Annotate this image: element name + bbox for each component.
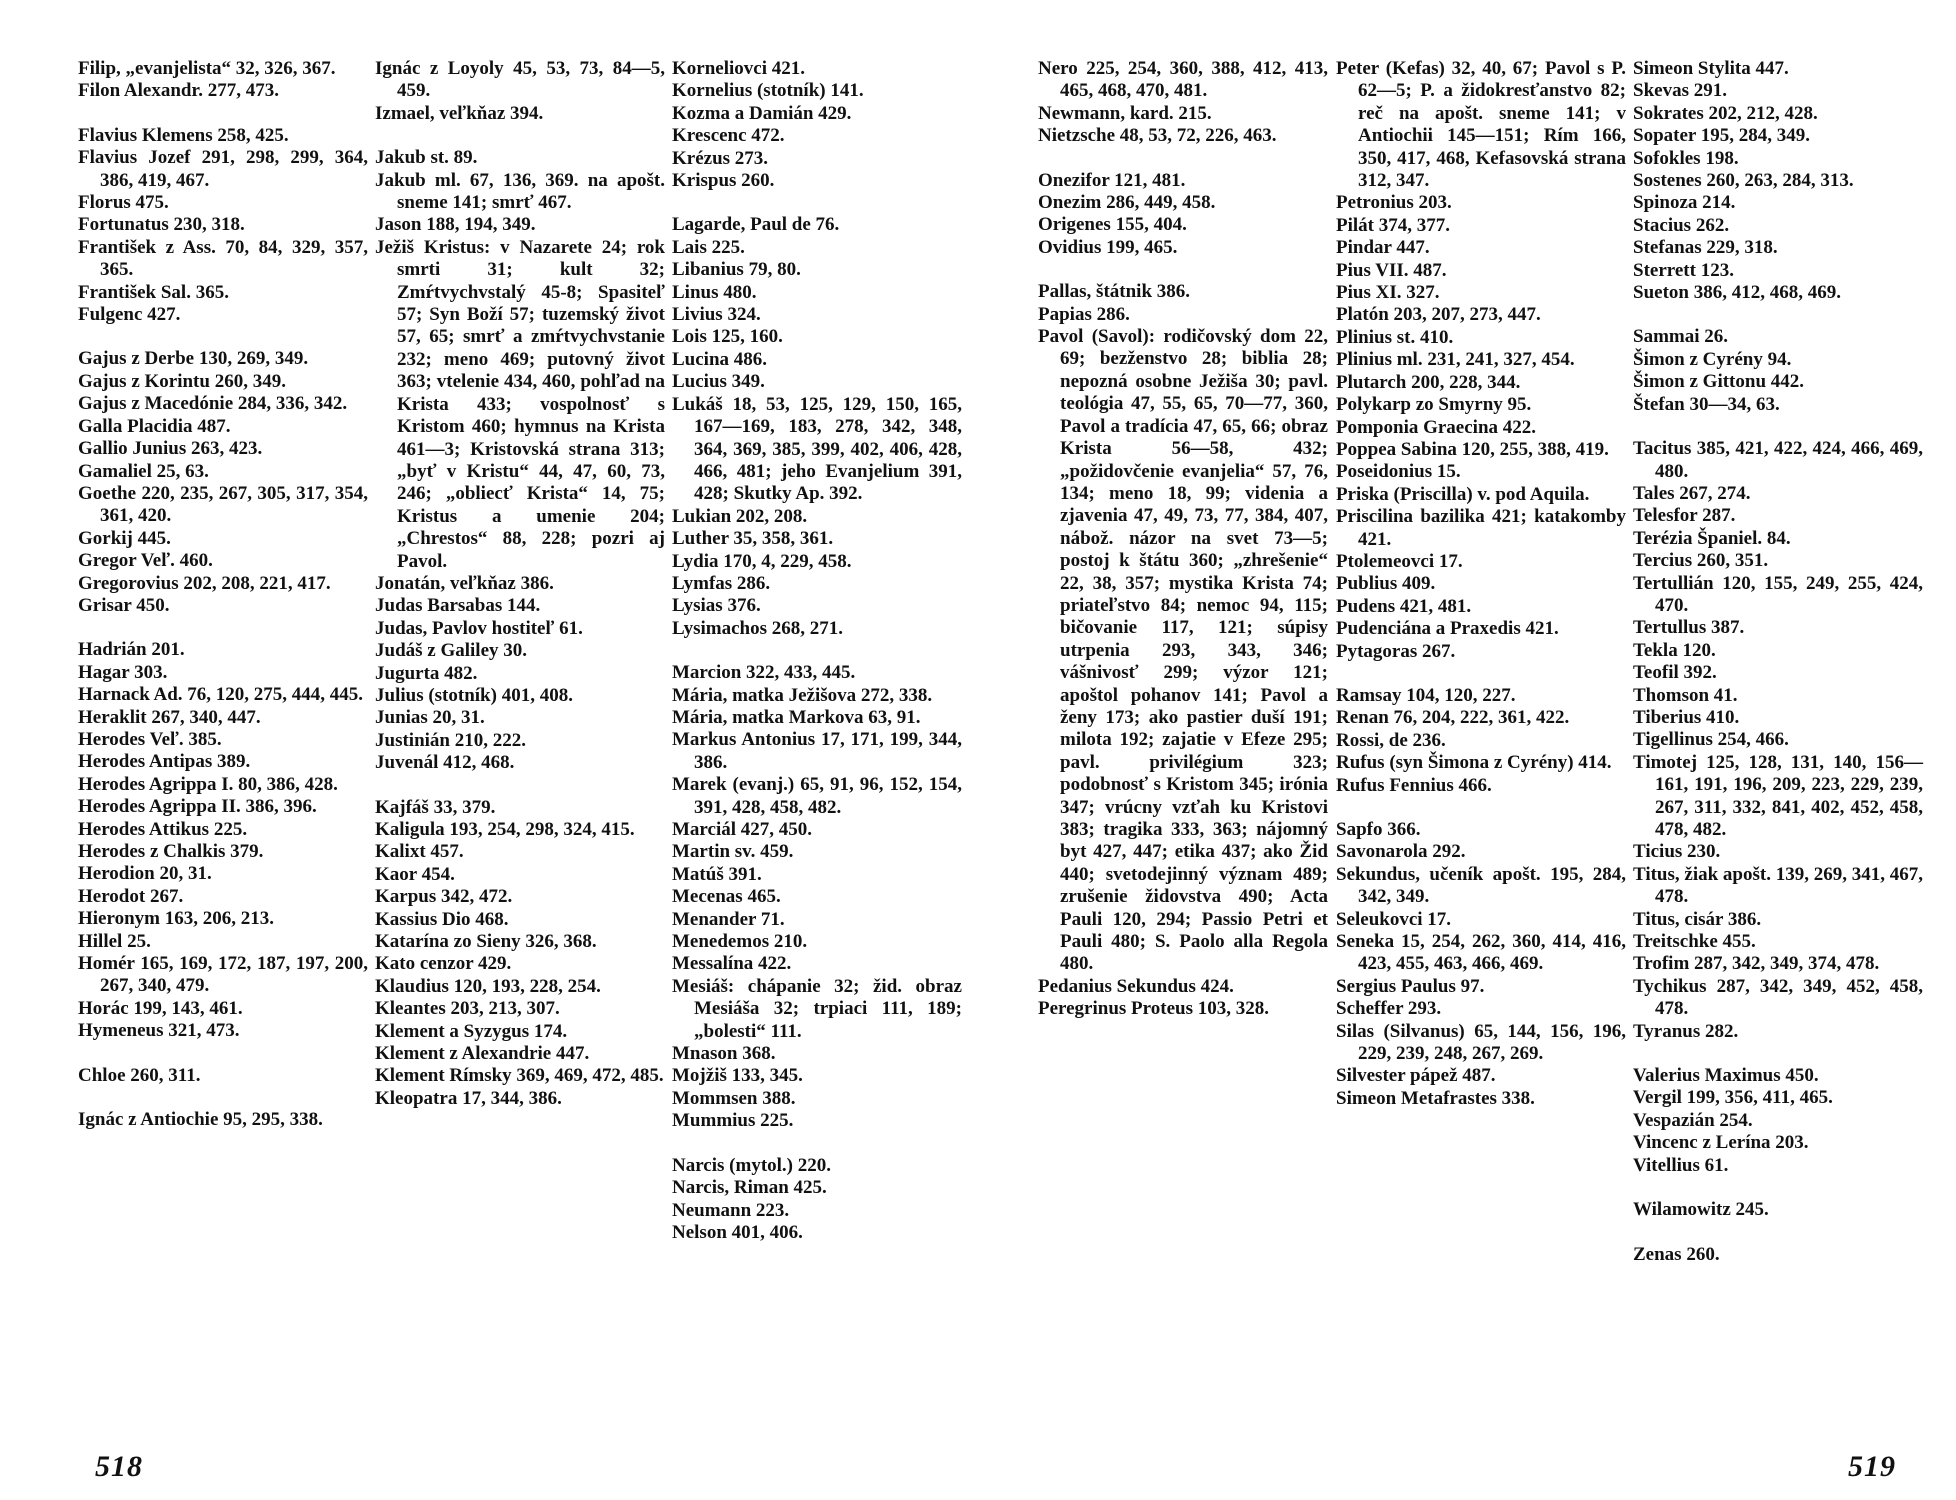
index-entry: Onezifor 121, 481. bbox=[1038, 169, 1186, 191]
index-entry: Narcis, Riman 425. bbox=[672, 1177, 827, 1199]
letter-group-gap bbox=[78, 1087, 368, 1109]
index-entry: Ticius 230. bbox=[1633, 841, 1721, 863]
letter-group-gap bbox=[375, 125, 665, 147]
index-entry: Timotej 125, 128, 131, 140, 156—161, 191, 196, 209, 223, 229, 239, 267, 311, 332, 841, 402, 452, 458, 478, 482. bbox=[1633, 751, 1923, 840]
index-entry: Gorkij 445. bbox=[78, 527, 171, 549]
index-entry: Florus 475. bbox=[78, 192, 169, 214]
index-entry: Klement z Alexandrie 447. bbox=[375, 1043, 590, 1065]
index-entry: Zenas 260. bbox=[1633, 1243, 1720, 1265]
index-entry: Pomponia Graecina 422. bbox=[1336, 416, 1537, 438]
letter-group-gap bbox=[1633, 1043, 1923, 1065]
index-entry: Treitschke 455. bbox=[1633, 931, 1756, 953]
index-entry: Nelson 401, 406. bbox=[672, 1221, 803, 1243]
index-entry: Thomson 41. bbox=[1633, 684, 1738, 706]
index-entry: Gregor Veľ. 460. bbox=[78, 550, 213, 572]
index-entry: Filon Alexandr. 277, 473. bbox=[78, 80, 279, 102]
index-entry: Kozma a Damián 429. bbox=[672, 102, 852, 124]
index-entry: Martin sv. 459. bbox=[672, 841, 794, 863]
index-entry: Peter (Kefas) 32, 40, 67; Pavol s P. 62—5; P. a židokresťanstvo 82; reč na apošt. sneme 141; v Antiochii 145—151; Rím 166, 350, 417, 468, Kefasovská strana 312, 347. bbox=[1336, 58, 1626, 192]
index-entry: Pius VII. 487. bbox=[1336, 259, 1447, 281]
index-entry: Homér 165, 169, 172, 187, 197, 200, 267, 340, 479. bbox=[78, 953, 368, 997]
index-entry: Lais 225. bbox=[672, 236, 745, 258]
index-entry: Mesiáš: chápanie 32; žid. obraz Mesiáša 32; trpiaci 111, 189; „bolesti“ 111. bbox=[672, 975, 962, 1042]
page-number-left: 518 bbox=[95, 1450, 143, 1483]
index-entry: Pudenciána a Praxedis 421. bbox=[1336, 618, 1559, 640]
letter-group-gap bbox=[1633, 1222, 1923, 1244]
index-entry: Nero 225, 254, 360, 388, 412, 413, 465, 468, 470, 481. bbox=[1038, 58, 1328, 102]
index-entry: Flavius Jozef 291, 298, 299, 364, 386, 419, 467. bbox=[78, 147, 368, 191]
index-entry: Jakub st. 89. bbox=[375, 147, 478, 169]
index-entry: Titus, cisár 386. bbox=[1633, 908, 1762, 930]
index-entry: Savonarola 292. bbox=[1336, 841, 1466, 863]
letter-group-gap bbox=[78, 103, 368, 125]
index-entry: Ramsay 104, 120, 227. bbox=[1336, 684, 1516, 706]
index-entry: Terézia Španiel. 84. bbox=[1633, 527, 1791, 549]
index-entry: Menedemos 210. bbox=[672, 931, 808, 953]
index-entry: Rufus Fennius 466. bbox=[1336, 774, 1492, 796]
index-entry: Mária, matka Markova 63, 91. bbox=[672, 706, 921, 728]
index-entry: Korneliovci 421. bbox=[672, 58, 805, 79]
letter-group-gap bbox=[672, 192, 962, 214]
index-entry: Sofokles 198. bbox=[1633, 147, 1739, 169]
index-entry: Sterrett 123. bbox=[1633, 259, 1734, 281]
index-entry: Judáš z Galiley 30. bbox=[375, 640, 528, 662]
index-entry: Narcis (mytol.) 220. bbox=[672, 1154, 832, 1176]
index-entry: Stefanas 229, 318. bbox=[1633, 237, 1778, 259]
index-entry: Plutarch 200, 228, 344. bbox=[1336, 371, 1521, 393]
index-entry: Kleantes 203, 213, 307. bbox=[375, 998, 560, 1020]
index-entry: Publius 409. bbox=[1336, 573, 1436, 595]
index-entry: Pius XI. 327. bbox=[1336, 282, 1440, 304]
index-entry: Jonatán, veľkňaz 386. bbox=[375, 572, 554, 594]
index-entry: Hillel 25. bbox=[78, 930, 151, 952]
index-entry: Lucius 349. bbox=[672, 371, 765, 393]
index-entry: Izmael, veľkňaz 394. bbox=[375, 102, 544, 124]
index-entry: Herodion 20, 31. bbox=[78, 863, 212, 885]
index-entry: Kornelius (stotník) 141. bbox=[672, 80, 864, 102]
index-entry: Pallas, štátnik 386. bbox=[1038, 281, 1191, 303]
index-entry: Herodot 267. bbox=[78, 885, 184, 907]
index-entry: Gamaliel 25, 63. bbox=[78, 460, 209, 482]
index-entry: Ovidius 199, 465. bbox=[1038, 236, 1178, 258]
index-entry: Lucina 486. bbox=[672, 348, 768, 370]
index-entry: Sueton 386, 412, 468, 469. bbox=[1633, 282, 1841, 304]
index-entry: Platón 203, 207, 273, 447. bbox=[1336, 304, 1541, 326]
index-entry: Neumann 223. bbox=[672, 1199, 790, 1221]
index-entry: Katarína zo Sieny 326, 368. bbox=[375, 931, 597, 953]
index-entry: Pudens 421, 481. bbox=[1336, 595, 1472, 617]
index-entry: Spinoza 214. bbox=[1633, 192, 1736, 214]
letter-group-gap bbox=[78, 617, 368, 639]
index-entry: Julius (stotník) 401, 408. bbox=[375, 684, 573, 706]
letter-group-gap bbox=[672, 640, 962, 662]
index-entry: Silvester pápež 487. bbox=[1336, 1065, 1496, 1087]
index-entry: Vitellius 61. bbox=[1633, 1154, 1729, 1176]
index-entry: Vincenc z Lerína 203. bbox=[1633, 1132, 1809, 1154]
index-entry: Kaligula 193, 254, 298, 324, 415. bbox=[375, 819, 635, 840]
letter-group-gap bbox=[1633, 1177, 1923, 1199]
index-entry: Pedanius Sekundus 424. bbox=[1038, 975, 1234, 997]
index-entry: Judas Barsabas 144. bbox=[375, 595, 541, 617]
index-entry: Krézus 273. bbox=[672, 147, 769, 169]
index-entry: Klaudius 120, 193, 228, 254. bbox=[375, 975, 601, 997]
index-entry: Ignác z Loyoly 45, 53, 73, 84—5, 459. bbox=[375, 58, 665, 102]
index-entry: Newmann, kard. 215. bbox=[1038, 102, 1212, 124]
index-entry: Gallio Junius 263, 423. bbox=[78, 438, 263, 460]
index-entry: Gajus z Korintu 260, 349. bbox=[78, 370, 286, 392]
index-entry: Mecenas 465. bbox=[672, 886, 781, 908]
index-entry: Kleopatra 17, 344, 386. bbox=[375, 1087, 562, 1109]
index-entry: Herodes Attikus 225. bbox=[78, 818, 248, 840]
index-entry: Pilát 374, 377. bbox=[1336, 214, 1450, 236]
index-column-6 bbox=[1633, 58, 1923, 1266]
index-entry: Kassius Dio 468. bbox=[375, 908, 509, 930]
index-entry: Šimon z Gittonu 442. bbox=[1633, 371, 1805, 393]
index-entry: Mommsen 388. bbox=[672, 1087, 796, 1109]
index-entry: Kajfáš 33, 379. bbox=[375, 796, 496, 818]
index-entry: Krescenc 472. bbox=[672, 125, 785, 147]
index-entry: Judas, Pavlov hostiteľ 61. bbox=[375, 617, 583, 639]
letter-group-gap bbox=[1633, 416, 1923, 438]
letter-group-gap bbox=[1336, 797, 1626, 819]
index-entry: Horác 199, 143, 461. bbox=[78, 997, 243, 1019]
index-entry: Sostenes 260, 263, 284, 313. bbox=[1633, 170, 1854, 192]
index-entry: Lysimachos 268, 271. bbox=[672, 617, 844, 639]
index-entry: Sammai 26. bbox=[1633, 326, 1728, 348]
index-entry: Priska (Priscilla) v. pod Aquila. bbox=[1336, 483, 1590, 505]
index-entry: Goethe 220, 235, 267, 305, 317, 354, 361, 420. bbox=[78, 482, 368, 527]
index-entry: Ignác z Antiochie 95, 295, 338. bbox=[78, 1109, 323, 1131]
index-entry: Marcion 322, 433, 445. bbox=[672, 662, 856, 684]
index-entry: Mojžiš 133, 345. bbox=[672, 1065, 803, 1087]
index-entry: Herodes Antipas 389. bbox=[78, 751, 251, 773]
index-entry: Tertullus 387. bbox=[1633, 617, 1745, 639]
index-entry: Hadrián 201. bbox=[78, 639, 185, 661]
index-entry: Wilamowitz 245. bbox=[1633, 1199, 1769, 1221]
index-entry: Sapfo 366. bbox=[1336, 819, 1421, 840]
index-entry: Lydia 170, 4, 229, 458. bbox=[672, 550, 852, 572]
index-entry: Rufus (syn Šimona z Cyrény) 414. bbox=[1336, 752, 1612, 774]
index-entry: Gajus z Macedónie 284, 336, 342. bbox=[78, 393, 348, 415]
index-entry: Šimon z Cyrény 94. bbox=[1633, 348, 1792, 370]
index-entry: Tertullián 120, 155, 249, 255, 424, 470. bbox=[1633, 572, 1923, 616]
index-entry: Tacitus 385, 421, 422, 424, 466, 469, 480. bbox=[1633, 438, 1923, 482]
index-entry: Simeon Metafrastes 338. bbox=[1336, 1087, 1535, 1109]
index-entry: Hagar 303. bbox=[78, 661, 168, 683]
index-entry: Mummius 225. bbox=[672, 1110, 794, 1132]
index-entry: Simeon Stylita 447. bbox=[1633, 58, 1789, 79]
page-number-right: 519 bbox=[1848, 1450, 1896, 1483]
index-entry: Valerius Maximus 450. bbox=[1633, 1065, 1819, 1087]
index-entry: Seneka 15, 254, 262, 360, 414, 416, 423, 455, 463, 466, 469. bbox=[1336, 931, 1626, 975]
index-entry: Kato cenzor 429. bbox=[375, 953, 512, 975]
index-entry: Poseidonius 15. bbox=[1336, 461, 1461, 483]
letter-group-gap bbox=[375, 775, 665, 797]
index-entry: Pytagoras 267. bbox=[1336, 640, 1456, 662]
index-entry: Justinián 210, 222. bbox=[375, 729, 526, 751]
index-entry: Tekla 120. bbox=[1633, 639, 1716, 661]
index-entry: Jason 188, 194, 349. bbox=[375, 214, 536, 236]
index-entry: Lagarde, Paul de 76. bbox=[672, 214, 840, 236]
index-entry: Vespazián 254. bbox=[1633, 1109, 1753, 1131]
index-column-3 bbox=[672, 58, 962, 1244]
index-entry: Lukáš 18, 53, 125, 129, 150, 165, 167—169, 183, 278, 342, 348, 364, 369, 385, 399, 402, 406, 428, 466, 481; jeho Evanjelium 391, 428; Skutky Ap. 392. bbox=[672, 393, 962, 505]
index-entry: Krispus 260. bbox=[672, 170, 775, 192]
index-column-4 bbox=[1038, 58, 1328, 1021]
index-entry: Renan 76, 204, 222, 361, 422. bbox=[1336, 707, 1570, 729]
index-entry: Linus 480. bbox=[672, 281, 757, 303]
letter-group-gap bbox=[1038, 259, 1328, 281]
index-entry: Poppea Sabina 120, 255, 388, 419. bbox=[1336, 438, 1609, 460]
letter-group-gap bbox=[1336, 663, 1626, 685]
index-entry: Markus Antonius 17, 171, 199, 344, 386. bbox=[672, 729, 962, 773]
index-entry: Silas (Silvanus) 65, 144, 156, 196, 229, 239, 248, 267, 269. bbox=[1336, 1020, 1626, 1065]
index-entry: Titus, žiak apošt. 139, 269, 341, 467, 478. bbox=[1633, 863, 1923, 908]
index-entry: Priscilina bazilika 421; katakomby 421. bbox=[1336, 506, 1626, 550]
index-entry: Skevas 291. bbox=[1633, 80, 1727, 102]
letter-group-gap bbox=[1038, 148, 1328, 170]
letter-group-gap bbox=[1633, 304, 1923, 326]
index-entry: Seleukovci 17. bbox=[1336, 908, 1452, 930]
index-column-1 bbox=[78, 58, 368, 1131]
index-entry: Heraklit 267, 340, 447. bbox=[78, 706, 261, 728]
index-entry: Origenes 155, 404. bbox=[1038, 214, 1187, 236]
index-entry: Plinius st. 410. bbox=[1336, 326, 1454, 348]
index-entry: Klement a Syzygus 174. bbox=[375, 1020, 568, 1042]
index-entry: Petronius 203. bbox=[1336, 192, 1452, 214]
index-entry: Tigellinus 254, 466. bbox=[1633, 729, 1789, 751]
index-entry: Pavol (Savol): rodičovský dom 22, 69; bezženstvo 28; biblia 28; nepozná osobne Ježiša 30; pavl. teológia 47, 55, 65, 70—77, 360, Pavol a tradícia 47, 65, 66; obraz Krista 56—58, 432; „požidovčenie evanjelia“ 57, 76, 134; meno 18, 99; videnia a zjavenia 47, 49, 73, 77, 384, 407, nábož. názor na svet 73—5; postoj k štátu 360; „zhrešenie“ 22, 38, 357; mystika Krista 74; priateľstvo 84; nemoc 94, 115; bičovanie 117, 121; súpisy utrpenia 293, 343, 346; vášnivosť 299; výzor 121; apoštol pohanov 141; Pavol a ženy 173; ako pastier duší 191; milota 192; zajatie v Efeze 295; pavl. privilégium 323; podobnosť s Kristom 345; irónia 347; vrúcny vzťah ku Kristovi 383; tragika 333, 363; nájomný byt 427, 447; etika 437; ako Žid 440; svetodejinný význam 489; zrušenie židovstva 490; Acta Pauli 120, 294; Passio Petri et Pauli 480; S. Paolo alla Regola 480. bbox=[1038, 326, 1328, 975]
index-entry: Sopater 195, 284, 349. bbox=[1633, 125, 1810, 147]
index-entry: Gregorovius 202, 208, 221, 417. bbox=[78, 572, 331, 594]
index-entry: Herodes Agrippa I. 80, 386, 428. bbox=[78, 773, 338, 795]
index-entry: Harnack Ad. 76, 120, 275, 444, 445. bbox=[78, 684, 364, 706]
letter-group-gap bbox=[78, 326, 368, 348]
index-entry: Hymeneus 321, 473. bbox=[78, 1020, 240, 1042]
index-entry: Plinius ml. 231, 241, 327, 454. bbox=[1336, 349, 1575, 371]
index-entry: Lymfas 286. bbox=[672, 572, 771, 594]
index-entry: Flavius Klemens 258, 425. bbox=[78, 124, 289, 146]
index-entry: Gajus z Derbe 130, 269, 349. bbox=[78, 348, 309, 370]
index-entry: Sekundus, učeník apošt. 195, 284, 342, 349. bbox=[1336, 863, 1626, 908]
index-entry: Teofil 392. bbox=[1633, 662, 1717, 684]
index-entry: Polykarp zo Smyrny 95. bbox=[1336, 394, 1532, 416]
index-entry: Tyranus 282. bbox=[1633, 1020, 1739, 1042]
index-column-2 bbox=[375, 58, 665, 1110]
index-entry: Ptolemeovci 17. bbox=[1336, 550, 1463, 572]
right-page bbox=[978, 0, 1956, 1500]
index-entry: Jakub ml. 67, 136, 369. na apošt. sneme 141; smrť 467. bbox=[375, 169, 665, 214]
index-entry: Juvenál 412, 468. bbox=[375, 752, 515, 774]
index-entry: Lukian 202, 208. bbox=[672, 505, 808, 527]
index-entry: Herodes z Chalkis 379. bbox=[78, 841, 264, 862]
index-entry: Livius 324. bbox=[672, 304, 761, 326]
index-entry: Sokrates 202, 212, 428. bbox=[1633, 102, 1818, 124]
index-entry: Herodes Agrippa II. 386, 396. bbox=[78, 796, 317, 818]
index-entry: Messalína 422. bbox=[672, 953, 792, 975]
index-entry: Grisar 450. bbox=[78, 594, 170, 616]
index-column-5 bbox=[1336, 58, 1626, 1110]
index-entry: Galla Placidia 487. bbox=[78, 415, 231, 437]
index-entry: Nietzsche 48, 53, 72, 226, 463. bbox=[1038, 125, 1277, 147]
index-entry: Trofim 287, 342, 349, 374, 478. bbox=[1633, 953, 1880, 975]
index-entry: Luther 35, 358, 361. bbox=[672, 528, 834, 550]
index-entry: Vergil 199, 356, 411, 465. bbox=[1633, 1087, 1833, 1109]
index-entry: Libanius 79, 80. bbox=[672, 259, 801, 281]
index-entry: Mária, matka Ježišova 272, 338. bbox=[672, 684, 933, 706]
index-entry: Karpus 342, 472. bbox=[375, 886, 513, 908]
index-entry: Filip, „evanjelista“ 32, 326, 367. bbox=[78, 58, 336, 79]
index-entry: Chloe 260, 311. bbox=[78, 1064, 201, 1086]
index-entry: Fulgenc 427. bbox=[78, 304, 181, 326]
index-entry: Klement Rímsky 369, 469, 472, 485. bbox=[375, 1065, 664, 1087]
index-entry: Papias 286. bbox=[1038, 303, 1130, 325]
letter-group-gap bbox=[78, 1043, 368, 1065]
index-entry: Rossi, de 236. bbox=[1336, 729, 1446, 751]
index-entry: Pindar 447. bbox=[1336, 237, 1430, 259]
index-entry: Ježiš Kristus: v Nazarete 24; rok smrti 31; kult 32; Zmŕtvychvstalý 45-8; Spasiteľ 57; Syn Boží 57; tuzemský život 57, 65; smrť a zmŕtvychvstanie 232; meno 469; putovný život 363; vtelenie 434, 460, pohľad na Krista 433; vospolnosť s Kristom 460; hymnus na Krista 461—3; Kristovská strana 313; „byť v Kristu“ 44, 47, 60, 73, 246; „obliecť Krista“ 14, 75; Kristus a umenie 204; „Chrestos“ 88, 228; pozri aj Pavol. bbox=[375, 236, 665, 572]
index-entry: Kalixt 457. bbox=[375, 841, 464, 863]
index-entry: Menander 71. bbox=[672, 908, 785, 930]
index-entry: Tales 267, 274. bbox=[1633, 482, 1751, 504]
index-entry: Štefan 30—34, 63. bbox=[1633, 393, 1780, 415]
letter-group-gap bbox=[672, 1133, 962, 1155]
index-entry: Tiberius 410. bbox=[1633, 706, 1740, 728]
index-entry: Telesfor 287. bbox=[1633, 505, 1736, 527]
index-entry: Onezim 286, 449, 458. bbox=[1038, 192, 1216, 214]
index-entry: Tercius 260, 351. bbox=[1633, 550, 1769, 572]
index-entry: Herodes Veľ. 385. bbox=[78, 728, 222, 750]
index-entry: Scheffer 293. bbox=[1336, 998, 1442, 1020]
index-entry: Stacius 262. bbox=[1633, 214, 1730, 236]
index-entry: Matúš 391. bbox=[672, 863, 762, 885]
index-entry: Marciál 427, 450. bbox=[672, 819, 813, 840]
index-entry: Kaor 454. bbox=[375, 863, 455, 885]
index-entry: František z Ass. 70, 84, 329, 357, 365. bbox=[78, 236, 368, 281]
index-entry: Peregrinus Proteus 103, 328. bbox=[1038, 998, 1269, 1020]
index-entry: Fortunatus 230, 318. bbox=[78, 214, 245, 236]
index-entry: Junias 20, 31. bbox=[375, 707, 485, 729]
index-entry: Marek (evanj.) 65, 91, 96, 152, 154, 391, 428, 458, 482. bbox=[672, 774, 962, 818]
index-entry: Lois 125, 160. bbox=[672, 326, 783, 348]
index-entry: Lysias 376. bbox=[672, 595, 761, 617]
index-entry: Sergius Paulus 97. bbox=[1336, 975, 1485, 997]
index-entry: Hieronym 163, 206, 213. bbox=[78, 908, 274, 930]
index-entry: Jugurta 482. bbox=[375, 662, 478, 684]
index-entry: Mnason 368. bbox=[672, 1043, 776, 1065]
index-entry: Tychikus 287, 342, 349, 452, 458, 478. bbox=[1633, 975, 1923, 1020]
index-entry: František Sal. 365. bbox=[78, 281, 229, 303]
